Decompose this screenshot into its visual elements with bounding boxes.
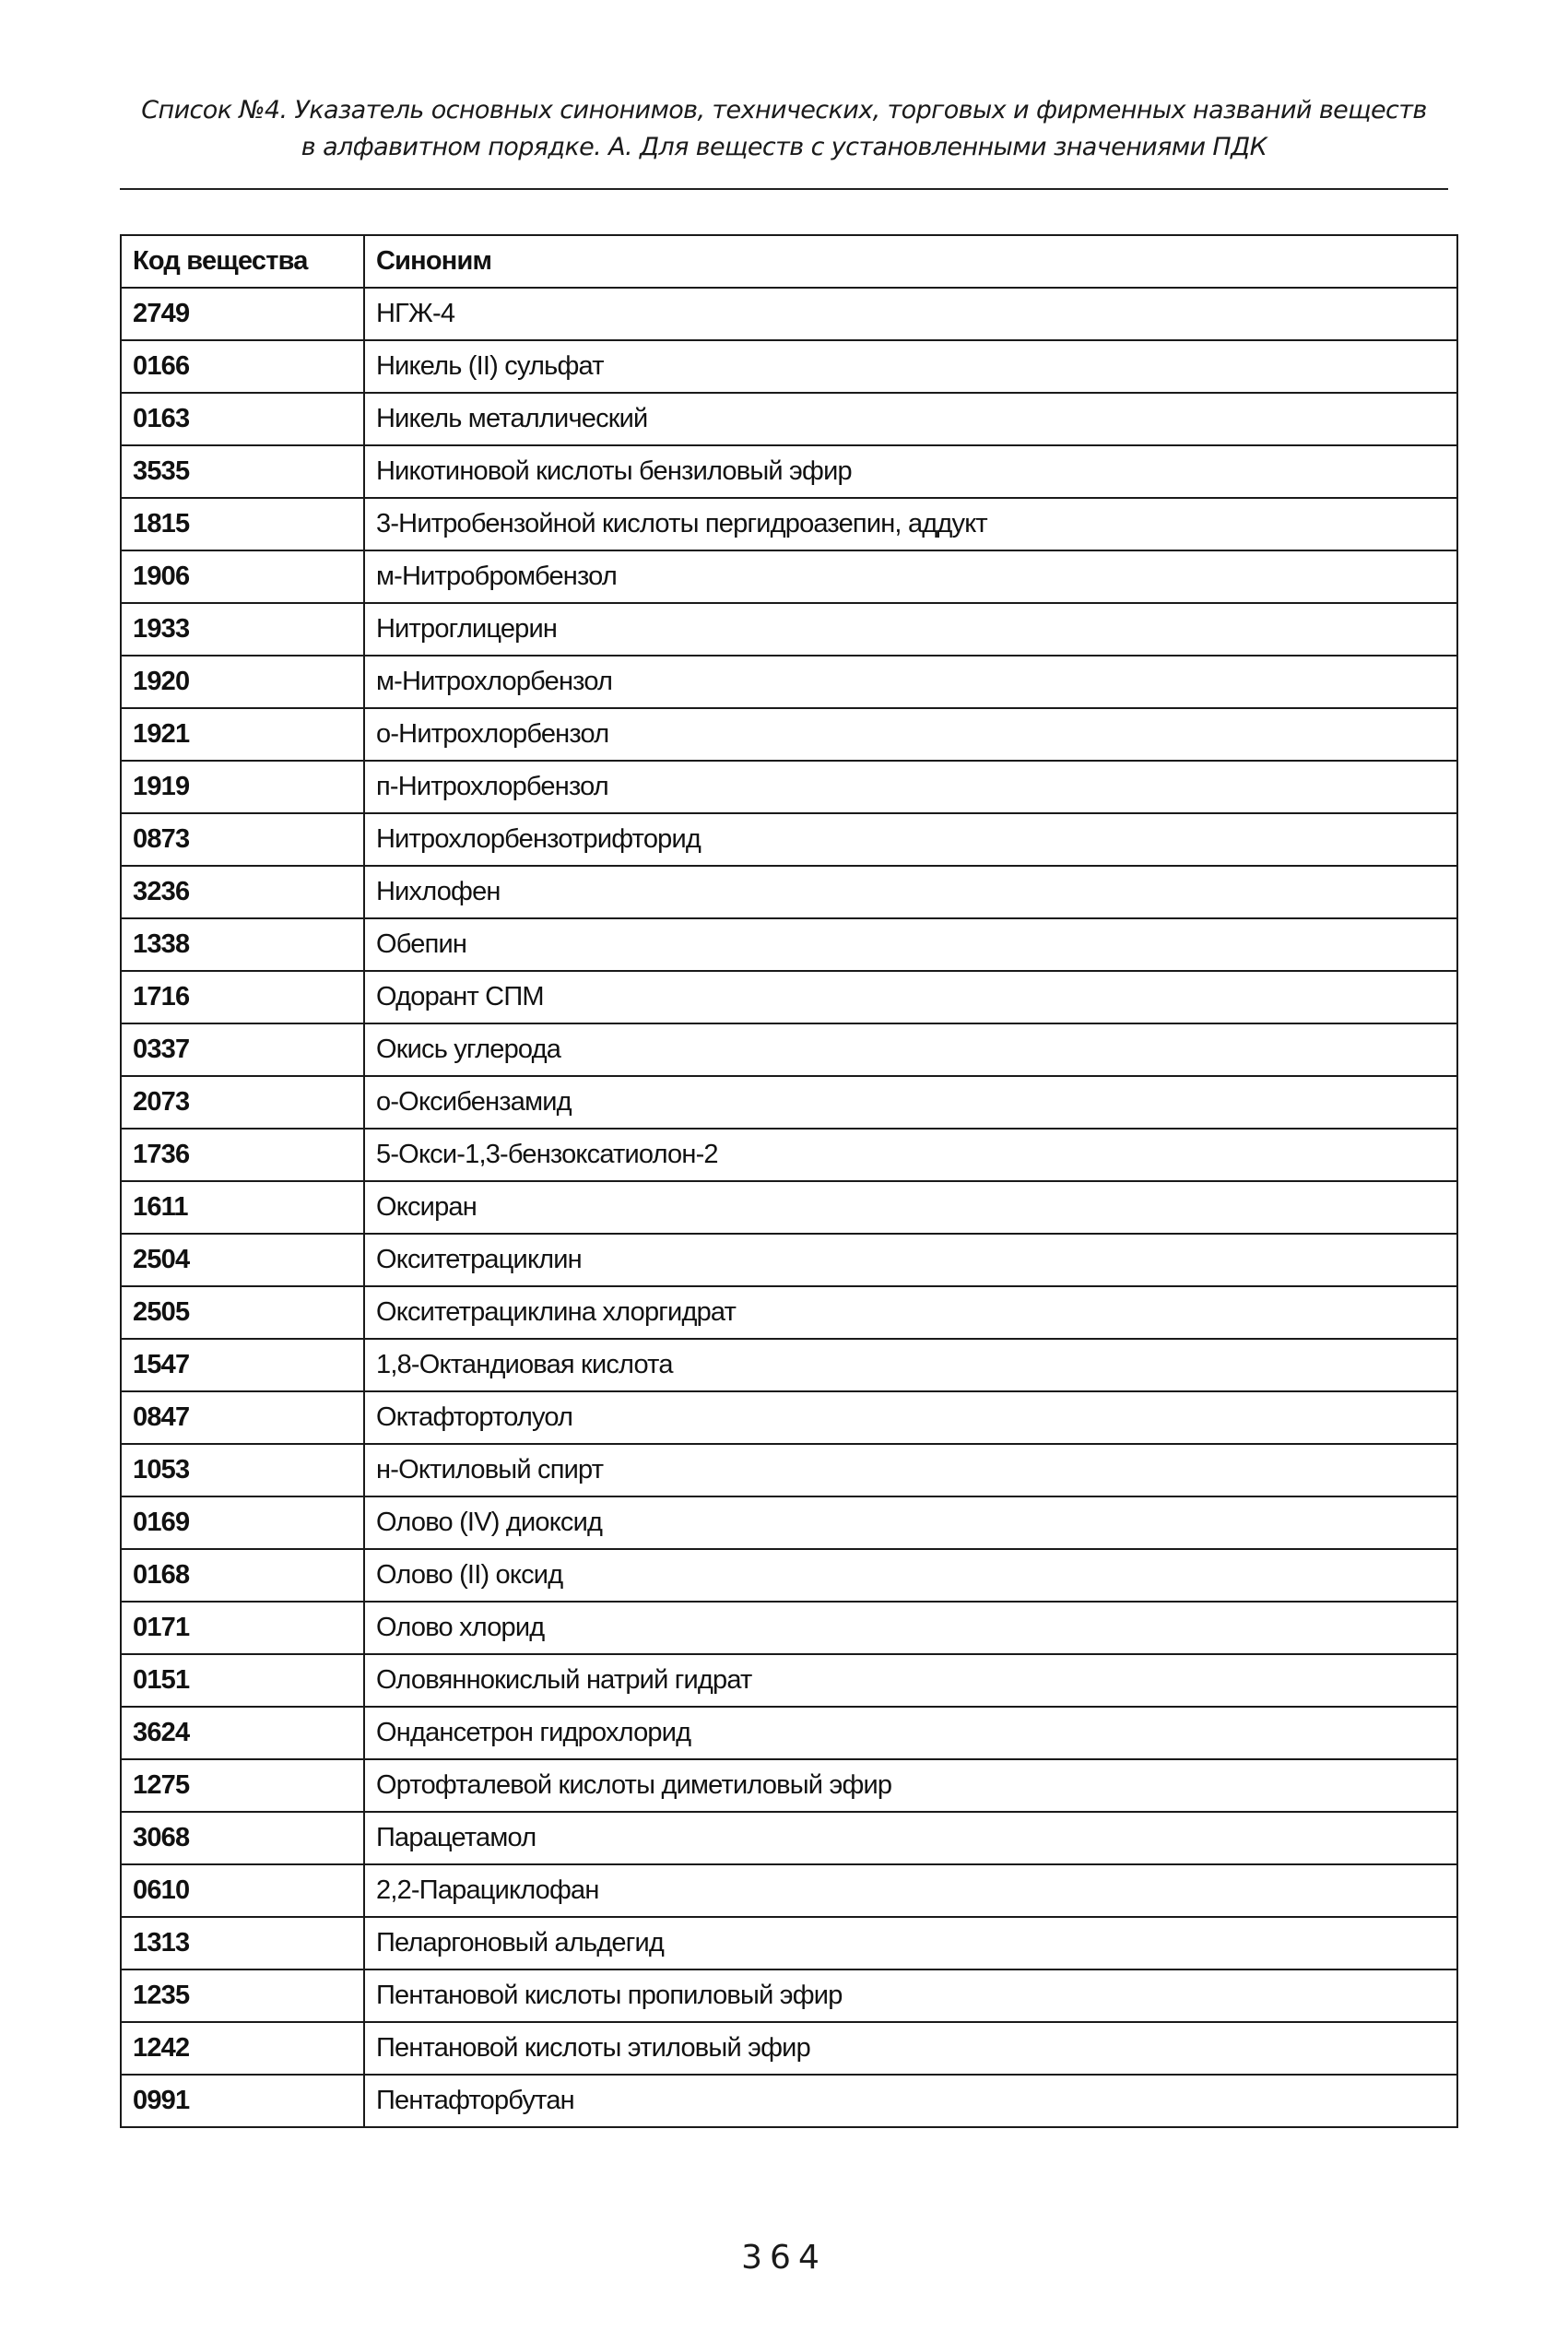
- substance-code-cell: 0847: [121, 1391, 364, 1444]
- substance-code-cell: 0151: [121, 1654, 364, 1707]
- substance-code-cell: 0337: [121, 1023, 364, 1076]
- substance-code-cell: 1920: [121, 656, 364, 708]
- table-row: [121, 1391, 1457, 1444]
- substance-code-cell: 1275: [121, 1759, 364, 1812]
- synonym-cell: Никель металлический: [364, 393, 1457, 445]
- substance-code-cell: 0168: [121, 1549, 364, 1602]
- substance-code-cell: 2504: [121, 1234, 364, 1286]
- synonym-cell: НГЖ-4: [364, 288, 1457, 340]
- table-row: [121, 1444, 1457, 1496]
- table-row: [121, 1654, 1457, 1707]
- synonym-table: [120, 234, 1458, 2128]
- substance-code-cell: 3068: [121, 1812, 364, 1864]
- substance-code-cell: 2073: [121, 1076, 364, 1129]
- substance-code-cell: 1242: [121, 2022, 364, 2075]
- table-row: [121, 1602, 1457, 1654]
- substance-code-cell: 0873: [121, 813, 364, 866]
- substance-code-cell: 1611: [121, 1181, 364, 1234]
- substance-code-cell: 0166: [121, 340, 364, 393]
- table-row: [121, 1812, 1457, 1864]
- table-row: [121, 393, 1457, 445]
- table-row: [121, 1076, 1457, 1129]
- substance-code-cell: 3535: [121, 445, 364, 498]
- table-row: [121, 761, 1457, 813]
- substance-code-cell: 0163: [121, 393, 364, 445]
- synonym-cell: Одорант СПМ: [364, 971, 1457, 1023]
- table-row: [121, 1286, 1457, 1339]
- substance-code-cell: 1716: [121, 971, 364, 1023]
- table-row: [121, 2075, 1457, 2127]
- substance-code-cell: 0171: [121, 1602, 364, 1654]
- synonym-cell: Олово (II) оксид: [364, 1549, 1457, 1602]
- synonym-cell: м-Нитрохлорбензол: [364, 656, 1457, 708]
- table-row: [121, 1549, 1457, 1602]
- synonym-cell: Пеларгоновый альдегид: [364, 1917, 1457, 1969]
- synonym-cell: о-Нитрохлорбензол: [364, 708, 1457, 761]
- synonym-cell: Олово хлорид: [364, 1602, 1457, 1654]
- substance-code-cell: 1338: [121, 918, 364, 971]
- table-row: [121, 2022, 1457, 2075]
- table-row: [121, 445, 1457, 498]
- synonym-cell: Окситетрациклина хлоргидрат: [364, 1286, 1457, 1339]
- substance-code-cell: 1313: [121, 1917, 364, 1969]
- substance-code-cell: 0169: [121, 1496, 364, 1549]
- synonym-cell: м-Нитробромбензол: [364, 550, 1457, 603]
- synonym-cell: Никотиновой кислоты бензиловый эфир: [364, 445, 1457, 498]
- column-header-synonym: Синоним: [364, 235, 1457, 288]
- table-row: [121, 813, 1457, 866]
- synonym-cell: о-Оксибензамид: [364, 1076, 1457, 1129]
- synonym-cell: Ондансетрон гидрохлорид: [364, 1707, 1457, 1759]
- substance-code-cell: 0991: [121, 2075, 364, 2127]
- synonym-cell: 5-Окси-1,3-бензоксатиолон-2: [364, 1129, 1457, 1181]
- table-row: [121, 550, 1457, 603]
- synonym-cell: Обепин: [364, 918, 1457, 971]
- table-row: [121, 603, 1457, 656]
- table-row: [121, 971, 1457, 1023]
- page-number: 364: [741, 2239, 827, 2277]
- table-row: [121, 288, 1457, 340]
- substance-code-cell: 2749: [121, 288, 364, 340]
- table-row: [121, 866, 1457, 918]
- synonym-cell: Оловяннокислый натрий гидрат: [364, 1654, 1457, 1707]
- synonym-cell: Окись углерода: [364, 1023, 1457, 1076]
- synonym-cell: Октафтортолуол: [364, 1391, 1457, 1444]
- column-header-code: Код вещества: [121, 235, 364, 288]
- substance-code-cell: 3236: [121, 866, 364, 918]
- synonym-cell: 2,2-Парациклофан: [364, 1864, 1457, 1917]
- header-divider: [120, 188, 1448, 190]
- table-row: [121, 340, 1457, 393]
- substance-code-cell: 1815: [121, 498, 364, 550]
- table-row: [121, 1759, 1457, 1812]
- substance-code-cell: 1906: [121, 550, 364, 603]
- synonym-cell: Нитроглицерин: [364, 603, 1457, 656]
- synonym-cell: п-Нитрохлорбензол: [364, 761, 1457, 813]
- synonym-cell: Пентафторбутан: [364, 2075, 1457, 2127]
- table-row: [121, 1917, 1457, 1969]
- synonym-cell: н-Октиловый спирт: [364, 1444, 1457, 1496]
- substance-code-cell: 1921: [121, 708, 364, 761]
- table-row: [121, 1181, 1457, 1234]
- table-row: [121, 1234, 1457, 1286]
- table-body: [121, 288, 1457, 2127]
- substance-code-cell: 1235: [121, 1969, 364, 2022]
- substance-code-cell: 0610: [121, 1864, 364, 1917]
- synonym-cell: Нитрохлорбензотрифторид: [364, 813, 1457, 866]
- table-row: [121, 1707, 1457, 1759]
- synonym-cell: Оксиран: [364, 1181, 1457, 1234]
- table-row: [121, 1864, 1457, 1917]
- table-row: [121, 498, 1457, 550]
- substance-code-cell: 1547: [121, 1339, 364, 1391]
- header-line-2: в алфавитном порядке. А. Для веществ с установленными значениями ПДК: [301, 133, 1267, 161]
- synonym-cell: Ортофталевой кислоты диметиловый эфир: [364, 1759, 1457, 1812]
- substance-code-cell: 2505: [121, 1286, 364, 1339]
- synonym-cell: 3-Нитробензойной кислоты пергидроазепин, аддукт: [364, 498, 1457, 550]
- table-row: [121, 918, 1457, 971]
- table-row: [121, 708, 1457, 761]
- synonym-cell: Пентановой кислоты этиловый эфир: [364, 2022, 1457, 2075]
- substance-code-cell: 1919: [121, 761, 364, 813]
- table-row: [121, 656, 1457, 708]
- synonym-cell: 1,8-Октандиовая кислота: [364, 1339, 1457, 1391]
- synonym-cell: Никель (II) сульфат: [364, 340, 1457, 393]
- table-header-row: [121, 235, 1457, 288]
- substance-code-cell: 3624: [121, 1707, 364, 1759]
- page-header: [120, 92, 1448, 166]
- table-row: [121, 1129, 1457, 1181]
- table-row: [121, 1023, 1457, 1076]
- synonym-cell: Олово (IV) диоксид: [364, 1496, 1457, 1549]
- synonym-cell: Пентановой кислоты пропиловый эфир: [364, 1969, 1457, 2022]
- synonym-cell: Парацетамол: [364, 1812, 1457, 1864]
- synonym-cell: Нихлофен: [364, 866, 1457, 918]
- substance-code-cell: 1933: [121, 603, 364, 656]
- synonym-cell: Окситетрациклин: [364, 1234, 1457, 1286]
- table-row: [121, 1339, 1457, 1391]
- table-row: [121, 1969, 1457, 2022]
- substance-code-cell: 1736: [121, 1129, 364, 1181]
- table-row: [121, 1496, 1457, 1549]
- header-line-1: Список №4. Указатель основных синонимов, технических, торговых и фирменных названий веществ: [141, 96, 1427, 124]
- substance-code-cell: 1053: [121, 1444, 364, 1496]
